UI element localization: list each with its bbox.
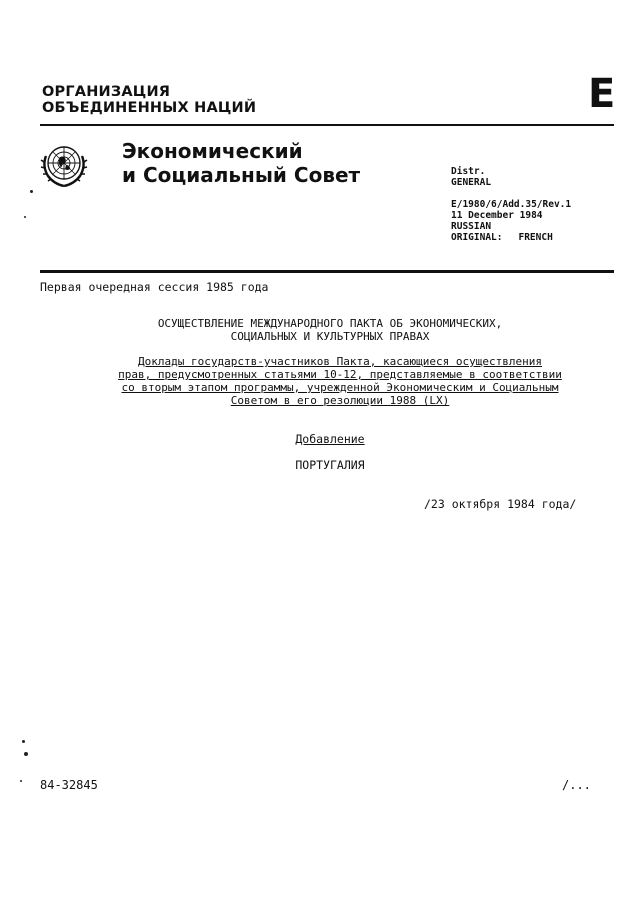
reports-subtitle: [80, 355, 600, 407]
title-line-1: ОСУЩЕСТВЛЕНИЕ МЕЖДУНАРОДНОГО ПАКТА ОБ ЭКОНОМИЧЕСКИХ,: [157, 317, 503, 330]
un-emblem-icon: [36, 136, 92, 192]
original-label: ORIGINAL:: [451, 232, 503, 243]
document-number: 84-32845: [40, 778, 98, 792]
council-name: [122, 139, 360, 187]
reports-line-2: прав, предусмотренных статьями 10-12, представляемые в соответствии: [118, 368, 562, 381]
reports-line-4: Советом в его резолюции 1988 (LX): [230, 394, 450, 407]
country-name: ПОРТУГАЛИЯ: [295, 458, 365, 472]
title-line-2: СОЦИАЛЬНЫХ И КУЛЬТУРНЫХ ПРАВАХ: [230, 329, 430, 343]
org-line-1: ОРГАНИЗАЦИЯ: [42, 84, 171, 100]
distr-label: Distr.: [451, 166, 486, 177]
header-bottom-rule: [40, 270, 614, 273]
organization-name: [42, 84, 256, 116]
addendum-label: Добавление: [295, 432, 365, 446]
session-line: Первая очередная сессия 1985 года: [40, 280, 269, 294]
document-language: RUSSIAN: [451, 221, 492, 232]
reports-line-3: со вторым этапом программы, учрежденной Экономическим и Социальным: [121, 381, 559, 394]
scan-speck: [22, 740, 25, 743]
submission-date: /23 октября 1984 года/: [424, 497, 577, 511]
scan-speck: [24, 752, 28, 756]
council-line-2: и Социальный Совет: [122, 163, 361, 187]
scan-speck: [24, 216, 26, 218]
continuation-mark: /...: [562, 778, 591, 792]
header-rule: [40, 124, 614, 126]
language-letter: E: [588, 71, 616, 117]
original-language: [451, 232, 571, 243]
document-date: 11 December 1984: [451, 210, 543, 221]
scan-speck: [30, 190, 33, 193]
document-symbol: E/1980/6/Add.35/Rev.1: [451, 199, 572, 210]
org-line-2: ОБЪЕДИНЕННЫХ НАЦИЙ: [42, 100, 257, 116]
original-value: FRENCH: [518, 232, 553, 243]
council-line-1: Экономический: [122, 139, 303, 163]
distribution-block: [451, 166, 571, 243]
agenda-title: [100, 318, 560, 343]
scan-speck: [20, 780, 22, 782]
distr-value: GENERAL: [451, 177, 492, 188]
reports-line-1: Доклады государств-участников Пакта, касающиеся осуществления: [138, 355, 542, 368]
